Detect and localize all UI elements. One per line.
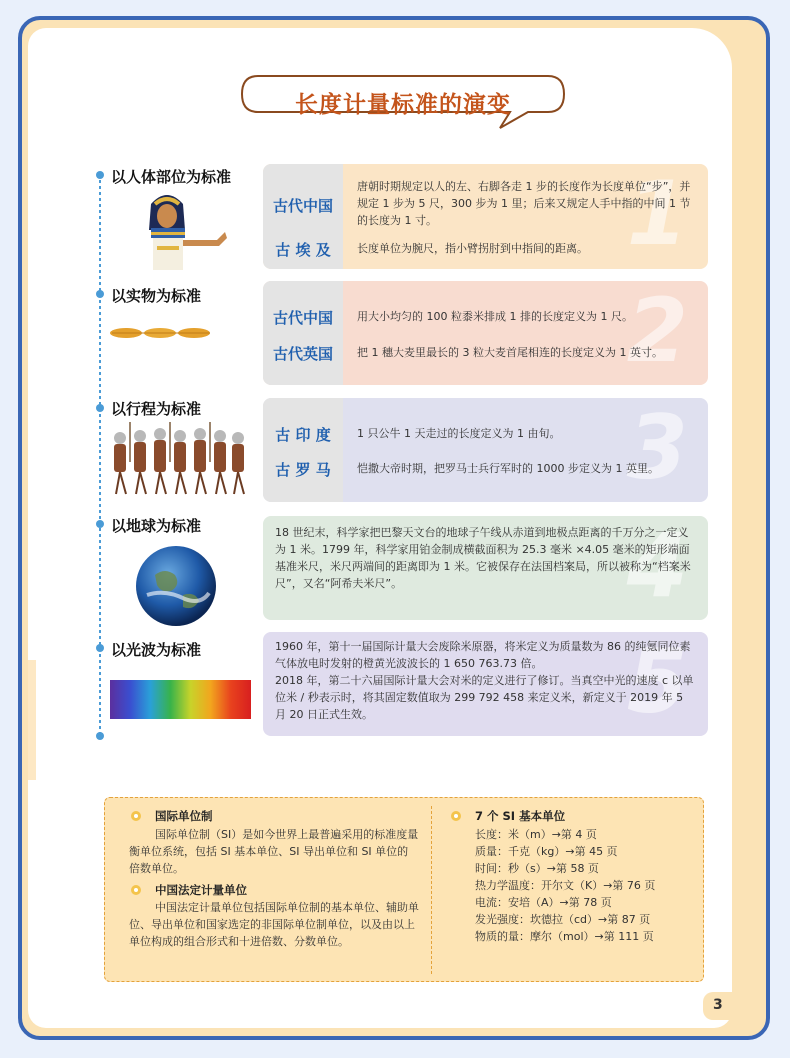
card-text-column <box>343 398 708 502</box>
si-text: 国际单位制（SI）是如今世界上最普遍采用的标准度量衡单位系统，包括 SI 基本单位、SI 导出单位和 SI 单位的倍数单位。 <box>129 828 419 875</box>
bullet-icon <box>131 885 141 895</box>
section-label: 以实物为标准 <box>111 287 202 305</box>
row-label: 古代中国 <box>272 309 333 327</box>
row-label: 古 埃 及 <box>275 241 331 259</box>
si-info-box <box>104 797 704 982</box>
roman-soldiers-illustration <box>106 422 250 496</box>
row-label: 古 印 度 <box>275 426 331 444</box>
row-text: 把 1 穗大麦里最长的 3 粒大麦首尾相连的长度定义为 1 英寸。 <box>357 346 663 359</box>
card-number: 1 <box>626 164 688 265</box>
cn-heading: 中国法定计量单位 <box>155 883 247 897</box>
si-units-list <box>475 826 655 945</box>
timeline-dot <box>96 732 104 740</box>
section-label: 以地球为标准 <box>111 517 202 535</box>
si-heading: 国际单位制 <box>155 809 213 823</box>
unit-item: 长度：米（m）→第 4 页 <box>475 828 597 841</box>
row-label: 古 罗 马 <box>275 461 331 479</box>
card-label-column <box>263 281 343 385</box>
cn-text: 中国法定计量单位包括国际单位制的基本单位、辅助单位、导出单位和国家选定的非国际单位制单位，以及由以上单位构成的组合形式和十进倍数、分数单位。 <box>129 901 419 948</box>
card-number: 5 <box>626 632 688 733</box>
side-stripe <box>28 660 36 780</box>
bullet-icon <box>451 811 461 821</box>
section-label: 以光波为标准 <box>111 641 202 659</box>
timeline-dot <box>96 520 104 528</box>
card-number: 2 <box>626 281 688 382</box>
grain-illustration <box>110 326 212 340</box>
title-banner <box>238 72 568 130</box>
info-divider <box>431 806 432 974</box>
section-label: 以人体部位为标准 <box>111 168 232 186</box>
card-number: 3 <box>626 398 688 499</box>
units-heading: 7 个 SI 基本单位 <box>475 809 566 823</box>
unit-item: 热力学温度：开尔文（K）→第 76 页 <box>475 879 656 892</box>
card-human-body <box>263 164 708 269</box>
earth-illustration <box>135 545 217 627</box>
unit-item: 物质的量：摩尔（mol）→第 111 页 <box>475 930 654 943</box>
timeline-dot <box>96 290 104 298</box>
card-lightwave <box>263 632 708 736</box>
row-text: 1 只公牛 1 天走过的长度定义为 1 由旬。 <box>357 427 561 440</box>
card-number: 4 <box>626 516 688 617</box>
unit-item: 时间：秒（s）→第 58 页 <box>475 862 599 875</box>
page-number: 3 <box>713 997 723 1013</box>
card-text-column <box>343 281 708 385</box>
timeline-dot <box>96 171 104 179</box>
page-title: 长度计量标准的演变 <box>295 91 511 118</box>
light-spectrum <box>110 680 251 719</box>
row-text: 恺撒大帝时期，把罗马士兵行军时的 1000 步定义为 1 英里。 <box>357 462 659 475</box>
row-label: 古代中国 <box>272 197 333 215</box>
unit-item: 发光强度：坎德拉（cd）→第 87 页 <box>475 913 651 926</box>
bullet-icon <box>131 811 141 821</box>
row-text: 长度单位为腕尺，指小臂拐肘到中指间的距离。 <box>357 242 588 255</box>
egyptian-pharaoh-illustration <box>137 186 229 270</box>
card-earth <box>263 516 708 620</box>
unit-item: 电流：安培（A）→第 78 页 <box>475 896 612 909</box>
timeline-dot <box>96 404 104 412</box>
card-travel <box>263 398 708 502</box>
card-text-column <box>343 164 708 269</box>
row-label: 古代英国 <box>272 345 333 363</box>
timeline-dot <box>96 644 104 652</box>
unit-item: 质量：千克（kg）→第 45 页 <box>475 845 618 858</box>
card-label-column <box>263 398 343 502</box>
row-text: 唐朝时期规定以人的左、右脚各走 1 步的长度作为长度单位“步”，并规定 1 步为 5 尺，300 步为 1 里；后来又规定人手中指的中间 1 节的长度为 1 寸。 <box>357 180 691 227</box>
row-text: 用大小均匀的 100 粒黍米排成 1 排的长度定义为 1 尺。 <box>357 310 633 323</box>
card-paragraph: 18 世纪末，科学家把巴黎天文台的地球子午线从赤道到地极点距离的千万分之一定义为 1 米。1799 年，科学家用铂金制成横截面积为 25.3 毫米 ×4.05 毫米的矩形端面基准米尺，米尺两端间的距离即为 1 米。它被保存在法国档案局，所以被称为“档案米尺”，又名“阿希夫米尺”。 <box>275 526 691 590</box>
card-paragraph: 2018 年，第二十六届国际计量大会对米的定义进行了修订。当真空中光的速度 c 以单位米 / 秒表示时，将其固定数值取为 299 792 458 来定义米，新定义于 2019 年 5 月 20 日正式生效。 <box>275 674 694 721</box>
section-label: 以行程为标准 <box>111 400 202 418</box>
page-number-tab <box>703 992 737 1020</box>
card-objects <box>263 281 708 385</box>
card-paragraph: 1960 年，第十一届国际计量大会废除米原器，将米定义为质量数为 86 的纯氪同位素气体放电时发射的橙黄光波波长的 1 650 763.73 倍。 <box>275 640 691 670</box>
